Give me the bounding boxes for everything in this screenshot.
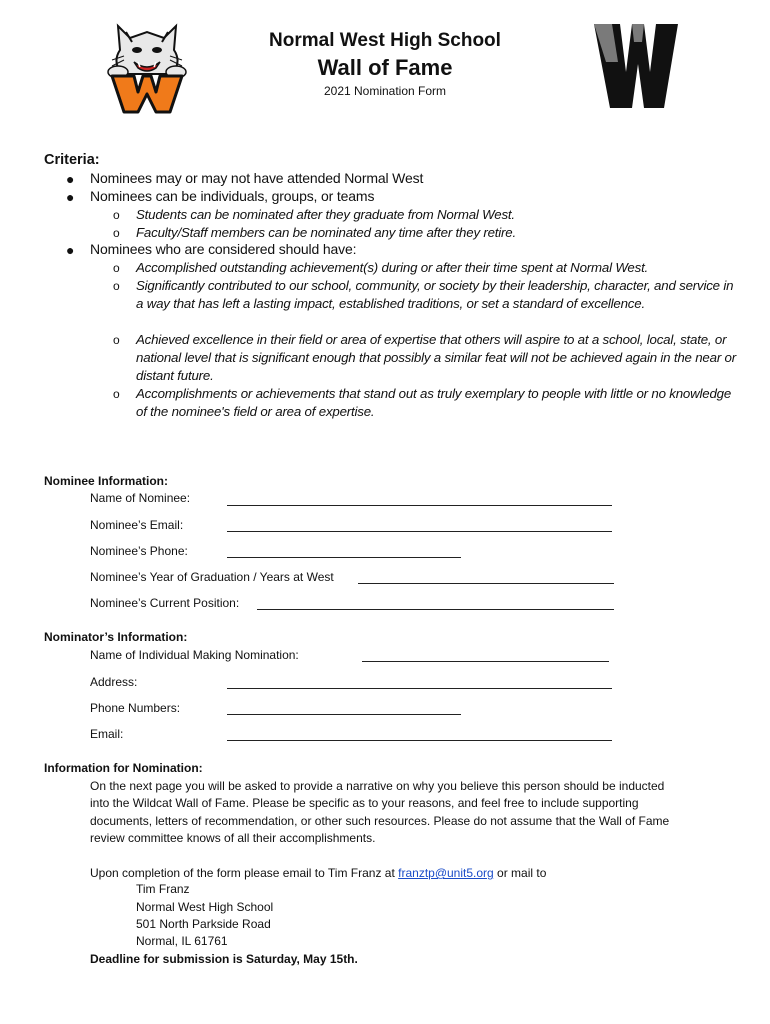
nominee-email-field[interactable]: [227, 531, 612, 532]
submission-prefix: Upon completion of the form please email to Tim Franz at: [90, 866, 399, 880]
nominee-phone-field[interactable]: [227, 557, 461, 558]
nomination-paragraph-line: On the next page you will be asked to provide a narrative on why you believe this person should be inducted: [90, 779, 665, 793]
nomination-info-heading: Information for Nomination:: [44, 761, 203, 775]
sub-bullet-icon: o: [113, 333, 120, 347]
nominator-address-field[interactable]: [227, 688, 612, 689]
nominee-position-field[interactable]: [257, 609, 614, 610]
nominator-name-label: Name of Individual Making Nomination:: [90, 648, 299, 662]
nomination-paragraph-line: into the Wildcat Wall of Fame. Please be specific as to your reasons, and feel free to include supporting: [90, 796, 639, 810]
bullet-icon: ●: [66, 171, 75, 187]
nominee-position-label: Nominee’s Current Position:: [90, 596, 240, 610]
school-name: Normal West High School: [269, 30, 501, 51]
mailing-address-line: Tim Franz: [136, 882, 190, 896]
bullet-icon: ●: [66, 189, 75, 205]
nominee-info-heading: Nominee Information:: [44, 474, 169, 488]
nominator-email-field[interactable]: [227, 740, 612, 741]
criteria-heading: Criteria:: [44, 152, 100, 168]
criteria-item: Nominees can be individuals, groups, or teams: [90, 188, 375, 204]
nominator-phone-label: Phone Numbers:: [90, 701, 181, 715]
criteria-item: Nominees may or may not have attended Normal West: [90, 170, 424, 186]
nominator-email-label: Email:: [90, 727, 124, 741]
criteria-subitem: Significantly contributed to our school, community, or society by their leadership, character, and service in a way that has left a lasting impact, established traditions, or set a standard of excellence.: [136, 278, 734, 311]
criteria-subitem: Students can be nominated after they graduate from Normal West.: [136, 207, 515, 222]
sub-bullet-icon: o: [113, 226, 120, 240]
page-title: Wall of Fame: [317, 55, 453, 80]
nominator-info-heading: Nominator’s Information:: [44, 630, 188, 644]
sub-bullet-icon: o: [113, 387, 120, 401]
nominee-graduation-field[interactable]: [358, 583, 614, 584]
criteria-subitem: Achieved excellence in their field or area of expertise that others will aspire to at a school, local, state, or national level that is significant enough that possibly a similar feat will not be achieved again in the near or distant future.: [136, 332, 736, 383]
criteria-subitem: Faculty/Staff members can be nominated any time after they retire.: [136, 225, 516, 240]
criteria-subitem: Accomplished outstanding achievement(s) during or after their time spent at Normal West.: [136, 260, 649, 275]
nominator-name-field[interactable]: [362, 661, 609, 662]
sub-bullet-icon: o: [113, 261, 120, 275]
mailing-address-line: Normal, IL 61761: [136, 934, 228, 948]
criteria-subitem: Accomplishments or achievements that stand out as truly exemplary to people with little or no knowledge of the nominee's field or area of expertise.: [136, 386, 732, 419]
nomination-paragraph-line: documents, letters of recommendation, or other such resources. Please do not assume that the Wall of Fame: [90, 814, 670, 828]
nominee-email-label: Nominee’s Email:: [90, 518, 184, 532]
email-link[interactable]: franztp@unit5.org: [398, 866, 494, 880]
nominator-phone-field[interactable]: [227, 714, 461, 715]
nomination-paragraph-line: review committee knows of all their accomplishments.: [90, 831, 376, 845]
nominee-phone-label: Nominee’s Phone:: [90, 544, 188, 558]
nominator-address-label: Address:: [90, 675, 138, 689]
sub-bullet-icon: o: [113, 208, 120, 222]
nominee-name-label: Name of Nominee:: [90, 491, 191, 505]
nominee-name-field[interactable]: [227, 505, 612, 506]
mailing-address-line: 501 North Parkside Road: [136, 917, 271, 931]
nominee-graduation-label: Nominee’s Year of Graduation / Years at West: [90, 570, 334, 584]
submission-instructions: [90, 865, 730, 882]
deadline-text: Deadline for submission is Saturday, May 15th.: [90, 952, 358, 966]
sub-bullet-icon: o: [113, 279, 120, 293]
criteria-item: Nominees who are considered should have:: [90, 241, 357, 257]
bullet-icon: ●: [66, 242, 75, 258]
mailing-address-line: Normal West High School: [136, 900, 274, 914]
form-subtitle: 2021 Nomination Form: [323, 84, 447, 98]
submission-suffix: or mail to: [493, 866, 547, 880]
